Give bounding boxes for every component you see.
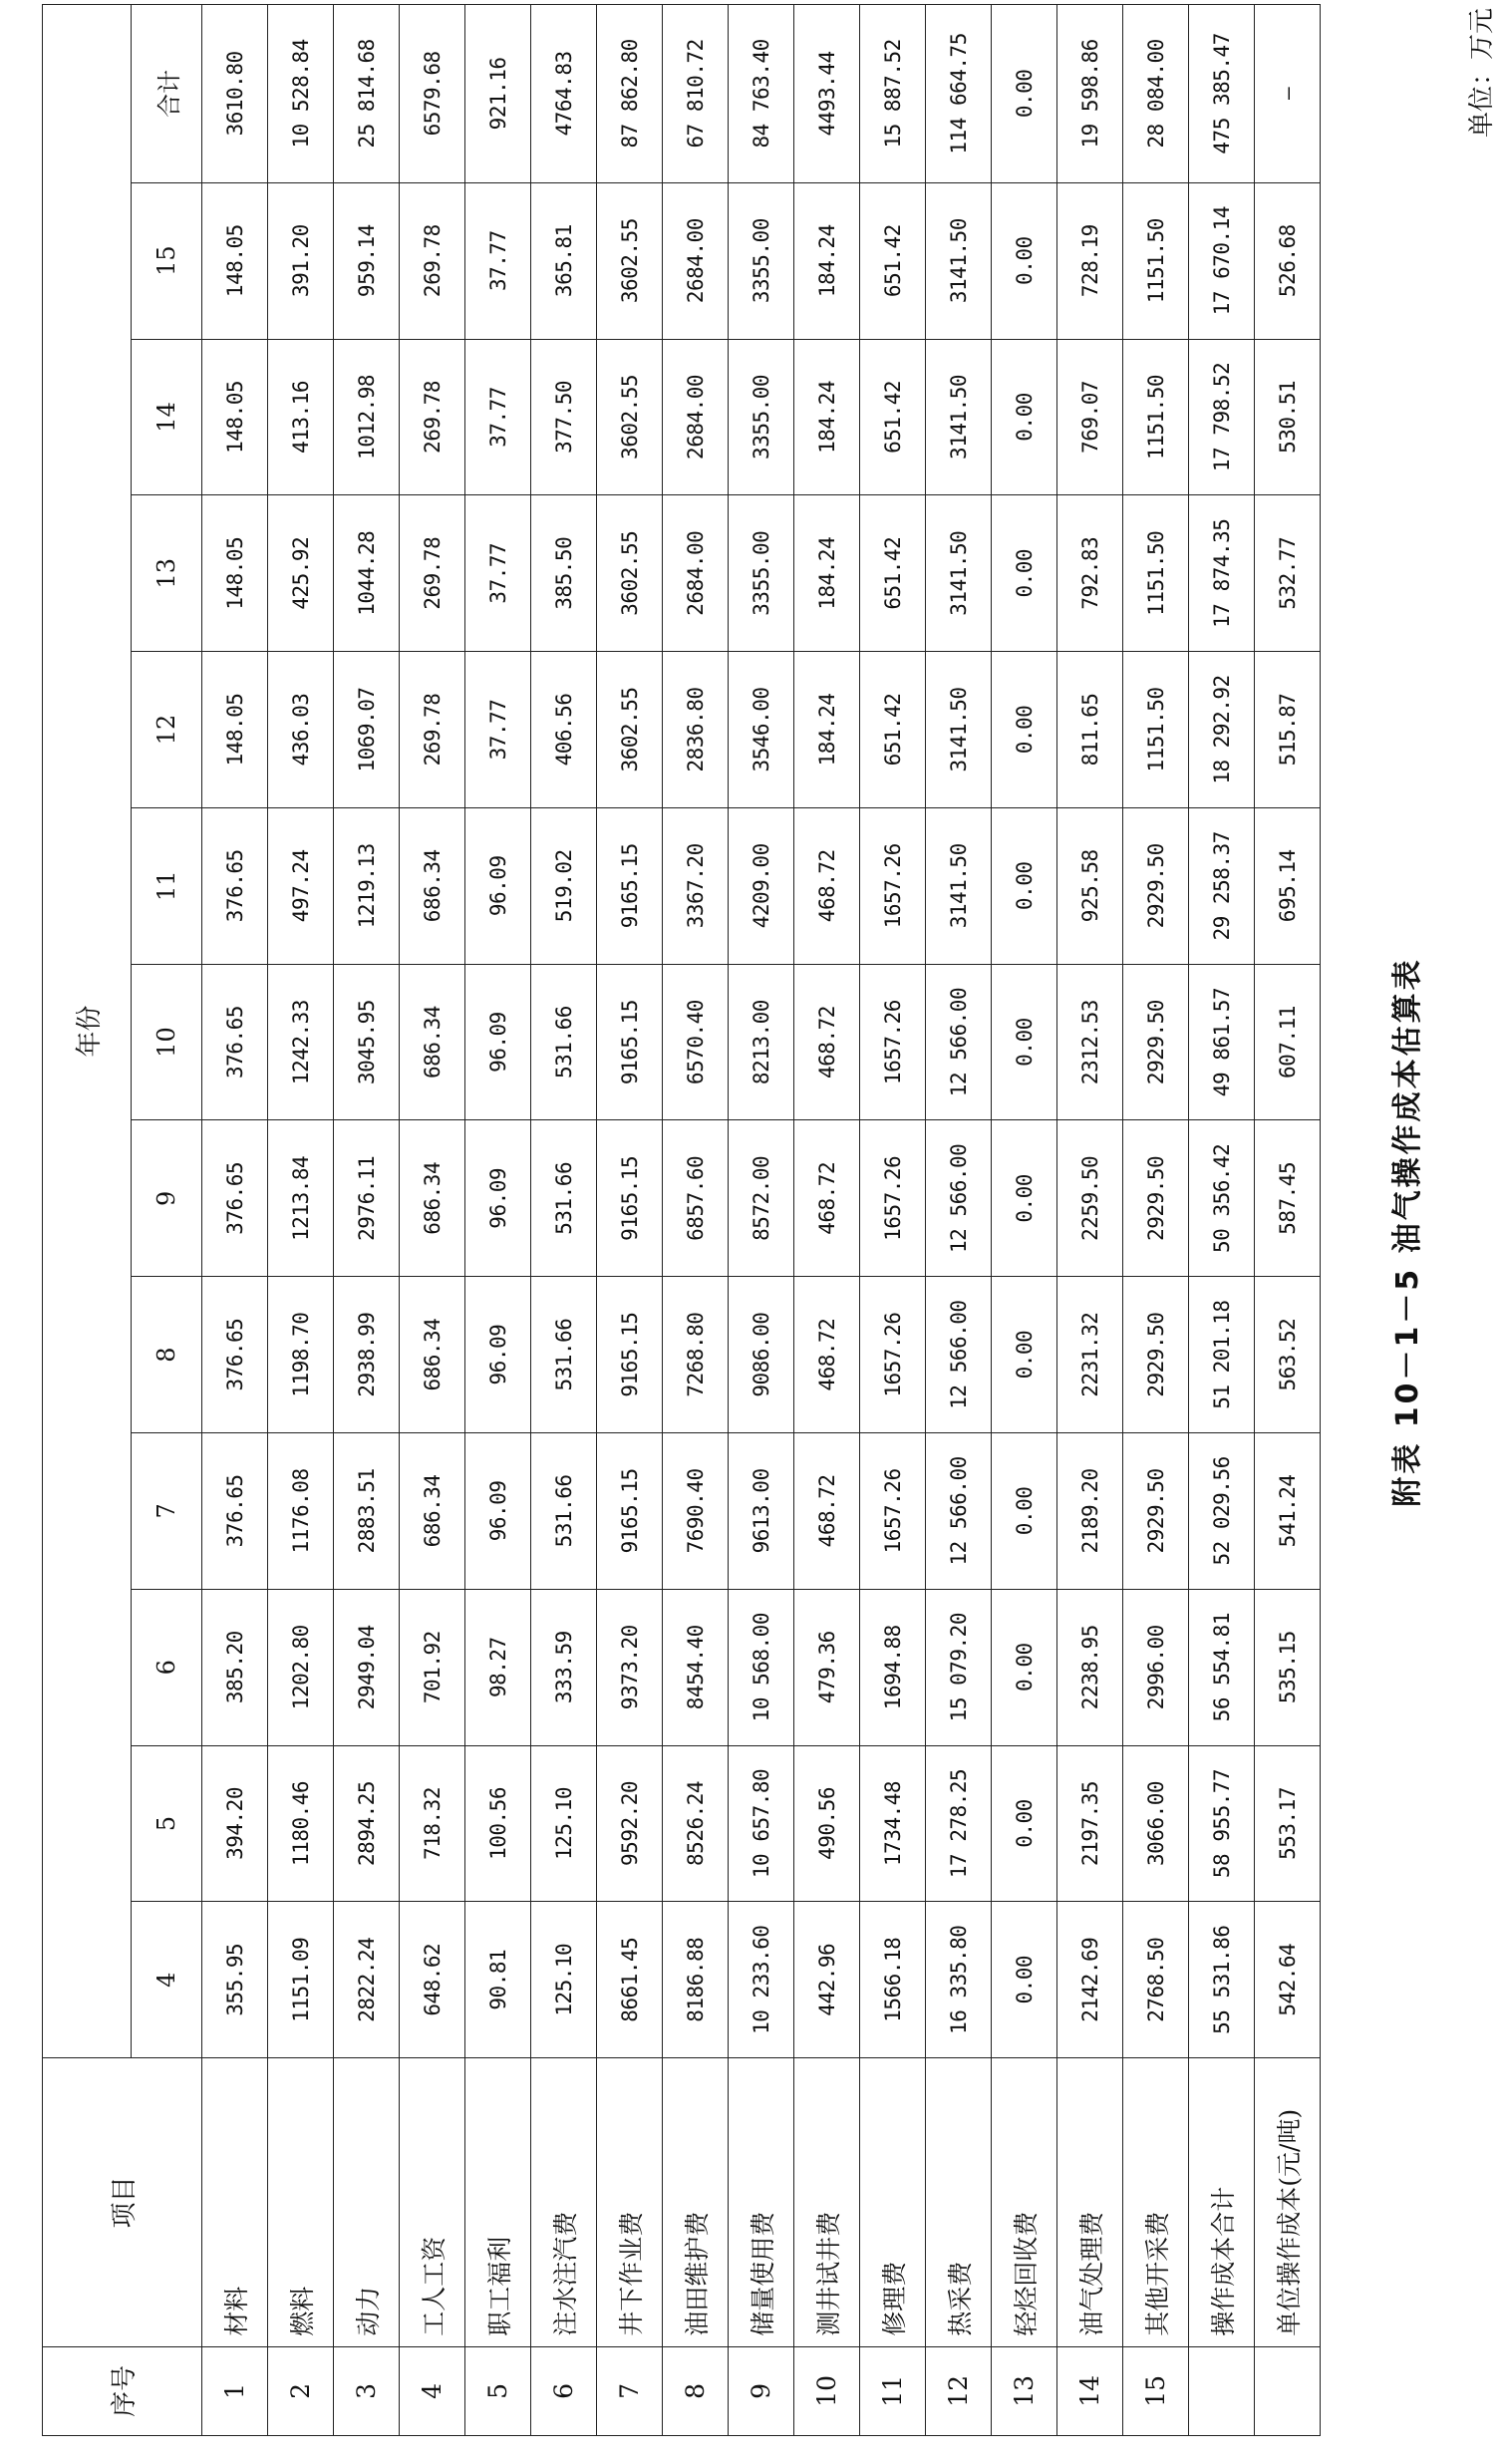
table-title: 附表 10－1－5 油气操作成本估算表 bbox=[1390, 957, 1425, 1507]
row-value-year-13: 3602.55 bbox=[597, 495, 663, 652]
row-value-year-8: 9086.00 bbox=[729, 1277, 794, 1433]
table-row bbox=[1057, 5, 1123, 2436]
row-value-year-14: 3602.55 bbox=[597, 339, 663, 495]
row-value-year-15: 2684.00 bbox=[663, 182, 729, 339]
row-item: 职工福利 bbox=[465, 2058, 531, 2347]
row-value-year-8: 376.65 bbox=[202, 1277, 268, 1433]
row-seq: 3 bbox=[334, 2346, 400, 2435]
row-total: 10 528.84 bbox=[268, 5, 334, 183]
row-value-year-13: 792.83 bbox=[1057, 495, 1123, 652]
header-year-13: 13 bbox=[132, 495, 202, 652]
row-value-year-6: 333.59 bbox=[531, 1589, 597, 1745]
table-row bbox=[663, 5, 729, 2436]
row-value-year-5: 9592.20 bbox=[597, 1745, 663, 1902]
row-value-year-10: 3045.95 bbox=[334, 964, 400, 1120]
row-value-year-5: 17 278.25 bbox=[926, 1745, 992, 1902]
row-value-year-7: 1176.08 bbox=[268, 1433, 334, 1590]
row-value-year-8: 51 201.18 bbox=[1189, 1277, 1255, 1433]
row-value-year-14: 1151.50 bbox=[1123, 339, 1189, 495]
row-value-year-6: 56 554.81 bbox=[1189, 1589, 1255, 1745]
header-item: 项目 bbox=[43, 2058, 202, 2347]
row-value-year-9: 2929.50 bbox=[1123, 1120, 1189, 1277]
row-item: 储量使用费 bbox=[729, 2058, 794, 2347]
row-value-year-10: 49 861.57 bbox=[1189, 964, 1255, 1120]
row-value-year-4: 2822.24 bbox=[334, 1902, 400, 2058]
row-value-year-15: 0.00 bbox=[992, 182, 1057, 339]
row-value-year-12: 37.77 bbox=[465, 652, 531, 808]
row-total: 114 664.75 bbox=[926, 5, 992, 183]
header-year-15: 15 bbox=[132, 182, 202, 339]
row-value-year-11: 2929.50 bbox=[1123, 807, 1189, 964]
row-value-year-10: 1657.26 bbox=[860, 964, 926, 1120]
row-seq: 4 bbox=[400, 2346, 465, 2435]
row-value-year-11: 96.09 bbox=[465, 807, 531, 964]
row-value-year-7: 96.09 bbox=[465, 1433, 531, 1590]
row-value-year-7: 12 566.00 bbox=[926, 1433, 992, 1590]
row-value-year-4: 442.96 bbox=[794, 1902, 860, 2058]
row-seq bbox=[1189, 2346, 1255, 2435]
row-value-year-4: 8661.45 bbox=[597, 1902, 663, 2058]
header-row-1 bbox=[43, 5, 132, 2436]
row-item: 工人工资 bbox=[400, 2058, 465, 2347]
table-row bbox=[926, 5, 992, 2436]
row-value-year-7: 9165.15 bbox=[597, 1433, 663, 1590]
table-row bbox=[1255, 5, 1321, 2436]
row-value-year-5: 8526.24 bbox=[663, 1745, 729, 1902]
row-value-year-11: 468.72 bbox=[794, 807, 860, 964]
row-value-year-13: 184.24 bbox=[794, 495, 860, 652]
row-value-year-13: 17 874.35 bbox=[1189, 495, 1255, 652]
header-year-7: 7 bbox=[132, 1433, 202, 1590]
row-seq: 11 bbox=[860, 2346, 926, 2435]
row-value-year-13: 269.78 bbox=[400, 495, 465, 652]
row-seq: 14 bbox=[1057, 2346, 1123, 2435]
row-value-year-14: 184.24 bbox=[794, 339, 860, 495]
row-value-year-12: 18 292.92 bbox=[1189, 652, 1255, 808]
table-row bbox=[531, 5, 597, 2436]
row-value-year-5: 1180.46 bbox=[268, 1745, 334, 1902]
row-value-year-8: 1198.70 bbox=[268, 1277, 334, 1433]
row-value-year-8: 12 566.00 bbox=[926, 1277, 992, 1433]
row-value-year-7: 2189.20 bbox=[1057, 1433, 1123, 1590]
row-value-year-4: 10 233.60 bbox=[729, 1902, 794, 2058]
row-value-year-14: 3355.00 bbox=[729, 339, 794, 495]
table-row bbox=[465, 5, 531, 2436]
row-value-year-15: 37.77 bbox=[465, 182, 531, 339]
row-total: 19 598.86 bbox=[1057, 5, 1123, 183]
row-total: 15 887.52 bbox=[860, 5, 926, 183]
row-value-year-10: 6570.40 bbox=[663, 964, 729, 1120]
row-item: 轻烃回收费 bbox=[992, 2058, 1057, 2347]
row-value-year-9: 0.00 bbox=[992, 1120, 1057, 1277]
row-seq: 6 bbox=[531, 2346, 597, 2435]
row-item: 测井试井费 bbox=[794, 2058, 860, 2347]
row-value-year-15: 365.81 bbox=[531, 182, 597, 339]
row-value-year-12: 148.05 bbox=[202, 652, 268, 808]
table-row bbox=[794, 5, 860, 2436]
row-value-year-11: 1219.13 bbox=[334, 807, 400, 964]
row-value-year-11: 4209.00 bbox=[729, 807, 794, 964]
row-value-year-8: 9165.15 bbox=[597, 1277, 663, 1433]
table-row bbox=[729, 5, 794, 2436]
row-value-year-15: 526.68 bbox=[1255, 182, 1321, 339]
row-value-year-6: 2996.00 bbox=[1123, 1589, 1189, 1745]
row-value-year-11: 686.34 bbox=[400, 807, 465, 964]
row-value-year-12: 436.03 bbox=[268, 652, 334, 808]
row-seq bbox=[1255, 2346, 1321, 2435]
row-value-year-5: 394.20 bbox=[202, 1745, 268, 1902]
row-value-year-6: 1694.88 bbox=[860, 1589, 926, 1745]
row-value-year-5: 125.10 bbox=[531, 1745, 597, 1902]
row-value-year-5: 553.17 bbox=[1255, 1745, 1321, 1902]
row-value-year-7: 541.24 bbox=[1255, 1433, 1321, 1590]
header-year-6: 6 bbox=[132, 1589, 202, 1745]
row-value-year-7: 531.66 bbox=[531, 1433, 597, 1590]
row-value-year-13: 148.05 bbox=[202, 495, 268, 652]
row-value-year-4: 2768.50 bbox=[1123, 1902, 1189, 2058]
row-value-year-10: 12 566.00 bbox=[926, 964, 992, 1120]
row-value-year-15: 3141.50 bbox=[926, 182, 992, 339]
row-value-year-5: 2197.35 bbox=[1057, 1745, 1123, 1902]
row-seq: 8 bbox=[663, 2346, 729, 2435]
row-value-year-12: 811.65 bbox=[1057, 652, 1123, 808]
row-value-year-6: 0.00 bbox=[992, 1589, 1057, 1745]
row-value-year-13: 37.77 bbox=[465, 495, 531, 652]
row-value-year-14: 413.16 bbox=[268, 339, 334, 495]
row-value-year-9: 6857.60 bbox=[663, 1120, 729, 1277]
row-value-year-14: 2684.00 bbox=[663, 339, 729, 495]
row-value-year-12: 3141.50 bbox=[926, 652, 992, 808]
row-value-year-14: 3141.50 bbox=[926, 339, 992, 495]
row-seq: 12 bbox=[926, 2346, 992, 2435]
row-value-year-11: 695.14 bbox=[1255, 807, 1321, 964]
row-value-year-15: 148.05 bbox=[202, 182, 268, 339]
row-value-year-10: 2929.50 bbox=[1123, 964, 1189, 1120]
row-value-year-12: 1151.50 bbox=[1123, 652, 1189, 808]
row-value-year-14: 269.78 bbox=[400, 339, 465, 495]
row-value-year-10: 607.11 bbox=[1255, 964, 1321, 1120]
header-year-group: 年份 bbox=[43, 5, 132, 2058]
row-value-year-10: 468.72 bbox=[794, 964, 860, 1120]
row-value-year-13: 3141.50 bbox=[926, 495, 992, 652]
row-value-year-7: 686.34 bbox=[400, 1433, 465, 1590]
row-item: 油田维护费 bbox=[663, 2058, 729, 2347]
row-value-year-5: 3066.00 bbox=[1123, 1745, 1189, 1902]
table-row bbox=[992, 5, 1057, 2436]
row-value-year-8: 1657.26 bbox=[860, 1277, 926, 1433]
row-value-year-8: 2929.50 bbox=[1123, 1277, 1189, 1433]
row-value-year-11: 3141.50 bbox=[926, 807, 992, 964]
row-total: — bbox=[1255, 5, 1321, 183]
row-total: 921.16 bbox=[465, 5, 531, 183]
row-item: 其他开采费 bbox=[1123, 2058, 1189, 2347]
row-value-year-11: 925.58 bbox=[1057, 807, 1123, 964]
row-value-year-9: 531.66 bbox=[531, 1120, 597, 1277]
table-container bbox=[42, 4, 1321, 2436]
row-value-year-7: 52 029.56 bbox=[1189, 1433, 1255, 1590]
header-year-11: 11 bbox=[132, 807, 202, 964]
row-value-year-5: 0.00 bbox=[992, 1745, 1057, 1902]
row-value-year-8: 2231.32 bbox=[1057, 1277, 1123, 1433]
row-value-year-11: 376.65 bbox=[202, 807, 268, 964]
row-value-year-4: 55 531.86 bbox=[1189, 1902, 1255, 2058]
row-value-year-8: 531.66 bbox=[531, 1277, 597, 1433]
row-value-year-7: 2883.51 bbox=[334, 1433, 400, 1590]
row-seq: 1 bbox=[202, 2346, 268, 2435]
row-value-year-8: 0.00 bbox=[992, 1277, 1057, 1433]
row-value-year-8: 7268.80 bbox=[663, 1277, 729, 1433]
row-value-year-14: 769.07 bbox=[1057, 339, 1123, 495]
row-item: 单位操作成本(元/吨) bbox=[1255, 2058, 1321, 2347]
row-seq: 7 bbox=[597, 2346, 663, 2435]
table-body bbox=[202, 5, 1321, 2436]
row-value-year-13: 651.42 bbox=[860, 495, 926, 652]
header-year-12: 12 bbox=[132, 652, 202, 808]
row-value-year-10: 96.09 bbox=[465, 964, 531, 1120]
row-value-year-11: 1657.26 bbox=[860, 807, 926, 964]
row-value-year-9: 9165.15 bbox=[597, 1120, 663, 1277]
row-value-year-14: 530.51 bbox=[1255, 339, 1321, 495]
row-value-year-8: 468.72 bbox=[794, 1277, 860, 1433]
row-value-year-14: 651.42 bbox=[860, 339, 926, 495]
row-value-year-5: 490.56 bbox=[794, 1745, 860, 1902]
row-value-year-13: 3355.00 bbox=[729, 495, 794, 652]
row-total: 87 862.80 bbox=[597, 5, 663, 183]
table-row bbox=[400, 5, 465, 2436]
row-value-year-9: 2976.11 bbox=[334, 1120, 400, 1277]
table-row bbox=[202, 5, 268, 2436]
row-value-year-6: 1202.80 bbox=[268, 1589, 334, 1745]
row-value-year-11: 29 258.37 bbox=[1189, 807, 1255, 964]
row-value-year-4: 2142.69 bbox=[1057, 1902, 1123, 2058]
row-item: 注水注汽费 bbox=[531, 2058, 597, 2347]
row-seq: 2 bbox=[268, 2346, 334, 2435]
row-value-year-13: 425.92 bbox=[268, 495, 334, 652]
row-value-year-10: 531.66 bbox=[531, 964, 597, 1120]
row-value-year-9: 686.34 bbox=[400, 1120, 465, 1277]
row-value-year-8: 563.52 bbox=[1255, 1277, 1321, 1433]
row-value-year-11: 519.02 bbox=[531, 807, 597, 964]
row-value-year-6: 701.92 bbox=[400, 1589, 465, 1745]
row-total: 475 385.47 bbox=[1189, 5, 1255, 183]
row-total: 0.00 bbox=[992, 5, 1057, 183]
row-value-year-4: 8186.88 bbox=[663, 1902, 729, 2058]
row-value-year-6: 2949.04 bbox=[334, 1589, 400, 1745]
row-value-year-4: 1151.09 bbox=[268, 1902, 334, 2058]
row-value-year-8: 96.09 bbox=[465, 1277, 531, 1433]
row-value-year-6: 385.20 bbox=[202, 1589, 268, 1745]
header-year-5: 5 bbox=[132, 1745, 202, 1902]
table-row bbox=[597, 5, 663, 2436]
row-value-year-9: 468.72 bbox=[794, 1120, 860, 1277]
row-value-year-13: 0.00 bbox=[992, 495, 1057, 652]
row-value-year-6: 2238.95 bbox=[1057, 1589, 1123, 1745]
row-value-year-5: 100.56 bbox=[465, 1745, 531, 1902]
table-row bbox=[1123, 5, 1189, 2436]
row-value-year-11: 9165.15 bbox=[597, 807, 663, 964]
row-value-year-7: 1657.26 bbox=[860, 1433, 926, 1590]
row-value-year-15: 391.20 bbox=[268, 182, 334, 339]
row-value-year-10: 686.34 bbox=[400, 964, 465, 1120]
row-value-year-12: 515.87 bbox=[1255, 652, 1321, 808]
row-value-year-15: 3602.55 bbox=[597, 182, 663, 339]
row-value-year-4: 125.10 bbox=[531, 1902, 597, 2058]
row-value-year-8: 686.34 bbox=[400, 1277, 465, 1433]
row-value-year-5: 58 955.77 bbox=[1189, 1745, 1255, 1902]
table-header bbox=[43, 5, 202, 2436]
row-value-year-4: 1566.18 bbox=[860, 1902, 926, 2058]
row-value-year-15: 728.19 bbox=[1057, 182, 1123, 339]
row-value-year-12: 1069.07 bbox=[334, 652, 400, 808]
row-value-year-9: 587.45 bbox=[1255, 1120, 1321, 1277]
row-value-year-13: 385.50 bbox=[531, 495, 597, 652]
header-year-14: 14 bbox=[132, 339, 202, 495]
row-value-year-9: 96.09 bbox=[465, 1120, 531, 1277]
row-value-year-7: 2929.50 bbox=[1123, 1433, 1189, 1590]
row-value-year-5: 1734.48 bbox=[860, 1745, 926, 1902]
row-value-year-4: 542.64 bbox=[1255, 1902, 1321, 2058]
row-value-year-12: 269.78 bbox=[400, 652, 465, 808]
row-value-year-10: 8213.00 bbox=[729, 964, 794, 1120]
row-item: 井下作业费 bbox=[597, 2058, 663, 2347]
row-value-year-6: 8454.40 bbox=[663, 1589, 729, 1745]
row-total: 84 763.40 bbox=[729, 5, 794, 183]
row-item: 油气处理费 bbox=[1057, 2058, 1123, 2347]
row-value-year-15: 17 670.14 bbox=[1189, 182, 1255, 339]
row-value-year-7: 0.00 bbox=[992, 1433, 1057, 1590]
row-value-year-13: 1151.50 bbox=[1123, 495, 1189, 652]
row-value-year-7: 7690.40 bbox=[663, 1433, 729, 1590]
row-value-year-15: 3355.00 bbox=[729, 182, 794, 339]
row-value-year-9: 50 356.42 bbox=[1189, 1120, 1255, 1277]
row-value-year-10: 0.00 bbox=[992, 964, 1057, 1120]
header-year-8: 8 bbox=[132, 1277, 202, 1433]
row-item: 热采费 bbox=[926, 2058, 992, 2347]
row-value-year-6: 535.15 bbox=[1255, 1589, 1321, 1745]
row-value-year-6: 10 568.00 bbox=[729, 1589, 794, 1745]
row-value-year-15: 269.78 bbox=[400, 182, 465, 339]
row-value-year-9: 1657.26 bbox=[860, 1120, 926, 1277]
row-value-year-6: 15 079.20 bbox=[926, 1589, 992, 1745]
row-seq: 5 bbox=[465, 2346, 531, 2435]
row-value-year-6: 98.27 bbox=[465, 1589, 531, 1745]
row-value-year-4: 355.95 bbox=[202, 1902, 268, 2058]
row-seq: 15 bbox=[1123, 2346, 1189, 2435]
row-value-year-12: 3546.00 bbox=[729, 652, 794, 808]
row-value-year-9: 12 566.00 bbox=[926, 1120, 992, 1277]
header-year-9: 9 bbox=[132, 1120, 202, 1277]
row-value-year-12: 0.00 bbox=[992, 652, 1057, 808]
row-value-year-9: 376.65 bbox=[202, 1120, 268, 1277]
row-total: 4764.83 bbox=[531, 5, 597, 183]
row-item: 修理费 bbox=[860, 2058, 926, 2347]
row-seq: 13 bbox=[992, 2346, 1057, 2435]
row-value-year-8: 2938.99 bbox=[334, 1277, 400, 1433]
row-value-year-14: 37.77 bbox=[465, 339, 531, 495]
row-value-year-10: 2312.53 bbox=[1057, 964, 1123, 1120]
row-value-year-12: 3602.55 bbox=[597, 652, 663, 808]
row-value-year-4: 90.81 bbox=[465, 1902, 531, 2058]
row-total: 28 084.00 bbox=[1123, 5, 1189, 183]
row-value-year-11: 3367.20 bbox=[663, 807, 729, 964]
row-value-year-11: 497.24 bbox=[268, 807, 334, 964]
row-value-year-5: 10 657.80 bbox=[729, 1745, 794, 1902]
row-total: 4493.44 bbox=[794, 5, 860, 183]
row-value-year-7: 9613.00 bbox=[729, 1433, 794, 1590]
row-item: 动力 bbox=[334, 2058, 400, 2347]
row-value-year-15: 1151.50 bbox=[1123, 182, 1189, 339]
row-value-year-14: 1012.98 bbox=[334, 339, 400, 495]
row-total: 25 814.68 bbox=[334, 5, 400, 183]
row-value-year-15: 184.24 bbox=[794, 182, 860, 339]
row-value-year-9: 1213.84 bbox=[268, 1120, 334, 1277]
row-total: 6579.68 bbox=[400, 5, 465, 183]
row-value-year-10: 376.65 bbox=[202, 964, 268, 1120]
row-value-year-12: 651.42 bbox=[860, 652, 926, 808]
row-value-year-14: 148.05 bbox=[202, 339, 268, 495]
row-item: 操作成本合计 bbox=[1189, 2058, 1255, 2347]
row-value-year-12: 184.24 bbox=[794, 652, 860, 808]
row-seq: 9 bbox=[729, 2346, 794, 2435]
row-value-year-13: 532.77 bbox=[1255, 495, 1321, 652]
table-row bbox=[1189, 5, 1255, 2436]
header-year-10: 10 bbox=[132, 964, 202, 1120]
row-value-year-10: 9165.15 bbox=[597, 964, 663, 1120]
row-value-year-12: 2836.80 bbox=[663, 652, 729, 808]
row-value-year-13: 2684.00 bbox=[663, 495, 729, 652]
row-value-year-14: 377.50 bbox=[531, 339, 597, 495]
table-row bbox=[334, 5, 400, 2436]
row-value-year-7: 468.72 bbox=[794, 1433, 860, 1590]
row-item: 燃料 bbox=[268, 2058, 334, 2347]
row-value-year-4: 0.00 bbox=[992, 1902, 1057, 2058]
cost-table bbox=[42, 4, 1321, 2436]
row-value-year-15: 959.14 bbox=[334, 182, 400, 339]
row-value-year-5: 2894.25 bbox=[334, 1745, 400, 1902]
row-value-year-14: 17 798.52 bbox=[1189, 339, 1255, 495]
table-row bbox=[268, 5, 334, 2436]
row-value-year-11: 0.00 bbox=[992, 807, 1057, 964]
row-value-year-7: 376.65 bbox=[202, 1433, 268, 1590]
row-value-year-5: 718.32 bbox=[400, 1745, 465, 1902]
row-item: 材料 bbox=[202, 2058, 268, 2347]
header-seq: 序号 bbox=[43, 2346, 202, 2435]
row-value-year-6: 9373.20 bbox=[597, 1589, 663, 1745]
row-value-year-6: 479.36 bbox=[794, 1589, 860, 1745]
row-total: 67 810.72 bbox=[663, 5, 729, 183]
row-value-year-4: 648.62 bbox=[400, 1902, 465, 2058]
row-value-year-13: 1044.28 bbox=[334, 495, 400, 652]
row-total: 3610.80 bbox=[202, 5, 268, 183]
header-total: 合计 bbox=[132, 5, 202, 183]
row-value-year-10: 1242.33 bbox=[268, 964, 334, 1120]
header-year-4: 4 bbox=[132, 1902, 202, 2058]
row-value-year-4: 16 335.80 bbox=[926, 1902, 992, 2058]
row-value-year-9: 2259.50 bbox=[1057, 1120, 1123, 1277]
row-value-year-15: 651.42 bbox=[860, 182, 926, 339]
row-value-year-9: 8572.00 bbox=[729, 1120, 794, 1277]
table-row bbox=[860, 5, 926, 2436]
row-value-year-12: 406.56 bbox=[531, 652, 597, 808]
row-value-year-14: 0.00 bbox=[992, 339, 1057, 495]
unit-label: 单位：万元 bbox=[1467, 8, 1497, 139]
row-seq: 10 bbox=[794, 2346, 860, 2435]
